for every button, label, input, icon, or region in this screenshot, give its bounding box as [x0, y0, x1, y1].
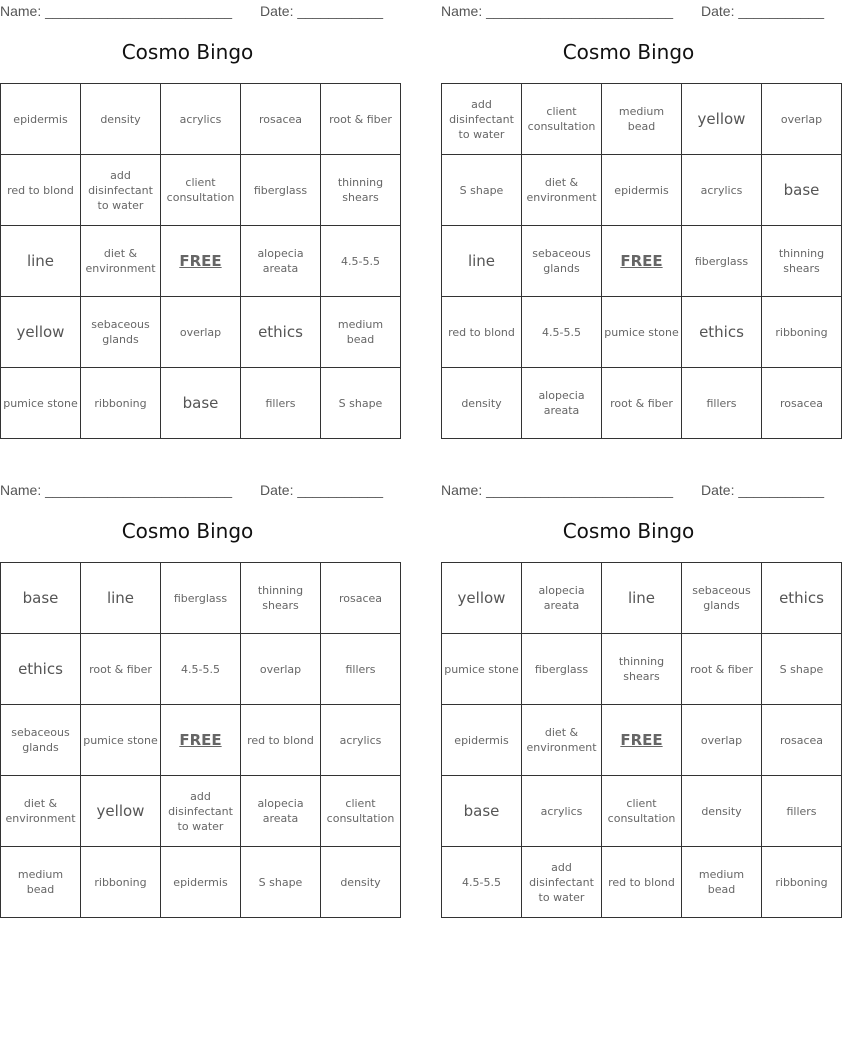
name-field[interactable]: Name: ________________________: [0, 482, 232, 498]
name-field[interactable]: Name: ________________________: [441, 482, 673, 498]
bingo-cell[interactable]: thinning shears: [762, 226, 842, 297]
bingo-cell[interactable]: acrylics: [161, 84, 241, 155]
bingo-cell[interactable]: diet & environment: [522, 155, 602, 226]
bingo-cell[interactable]: thinning shears: [241, 563, 321, 634]
bingo-row: [1, 705, 401, 776]
bingo-cell[interactable]: density: [442, 368, 522, 439]
card-title: Cosmo Bingo: [562, 40, 695, 64]
bingo-cell[interactable]: base: [161, 368, 241, 439]
bingo-cell[interactable]: medium bead: [682, 847, 762, 918]
bingo-card-4: [441, 479, 828, 919]
free-space-cell[interactable]: FREE: [602, 705, 682, 776]
bingo-cell[interactable]: add disinfectant to water: [81, 155, 161, 226]
bingo-cell[interactable]: overlap: [241, 634, 321, 705]
bingo-cell[interactable]: fiberglass: [522, 634, 602, 705]
bingo-cell[interactable]: base: [442, 776, 522, 847]
card-title: Cosmo Bingo: [121, 40, 254, 64]
bingo-cell[interactable]: rosacea: [762, 705, 842, 776]
bingo-cell[interactable]: S shape: [241, 847, 321, 918]
bingo-row: [1, 634, 401, 705]
bingo-cell[interactable]: density: [321, 847, 401, 918]
bingo-cell[interactable]: rosacea: [321, 563, 401, 634]
bingo-cell[interactable]: sebaceous glands: [1, 705, 81, 776]
bingo-row: [442, 847, 842, 918]
bingo-cell[interactable]: alopecia areata: [241, 776, 321, 847]
bingo-cell[interactable]: client consultation: [522, 84, 602, 155]
bingo-cell[interactable]: acrylics: [321, 705, 401, 776]
bingo-cell[interactable]: thinning shears: [321, 155, 401, 226]
bingo-grid: [0, 83, 401, 439]
bingo-cell[interactable]: acrylics: [682, 155, 762, 226]
bingo-cell[interactable]: ribboning: [762, 847, 842, 918]
name-field[interactable]: Name: ________________________: [0, 3, 232, 19]
bingo-cell[interactable]: acrylics: [522, 776, 602, 847]
bingo-grid: [441, 83, 842, 439]
bingo-row: [442, 155, 842, 226]
bingo-cell[interactable]: line: [602, 563, 682, 634]
bingo-cell[interactable]: diet & environment: [81, 226, 161, 297]
bingo-cell[interactable]: 4.5-5.5: [321, 226, 401, 297]
bingo-row: [1, 368, 401, 439]
bingo-row: [442, 226, 842, 297]
bingo-row: [1, 226, 401, 297]
bingo-cell[interactable]: add disinfectant to water: [522, 847, 602, 918]
bingo-cell[interactable]: fillers: [321, 634, 401, 705]
bingo-cell[interactable]: ethics: [1, 634, 81, 705]
bingo-cell[interactable]: client consultation: [321, 776, 401, 847]
bingo-grid: [441, 562, 842, 918]
bingo-cell[interactable]: alopecia areata: [241, 226, 321, 297]
free-space-cell[interactable]: FREE: [161, 705, 241, 776]
bingo-row: [1, 563, 401, 634]
bingo-card-1: [0, 0, 392, 440]
bingo-cell[interactable]: red to blond: [1, 155, 81, 226]
bingo-cell[interactable]: density: [81, 84, 161, 155]
name-field[interactable]: Name: ________________________: [441, 3, 673, 19]
bingo-cell[interactable]: 4.5-5.5: [161, 634, 241, 705]
bingo-cell[interactable]: add disinfectant to water: [442, 84, 522, 155]
bingo-cell[interactable]: S shape: [442, 155, 522, 226]
date-field[interactable]: Date: ___________: [701, 3, 824, 19]
bingo-cell[interactable]: pumice stone: [602, 297, 682, 368]
bingo-cell[interactable]: root & fiber: [682, 634, 762, 705]
bingo-cell[interactable]: rosacea: [241, 84, 321, 155]
date-field[interactable]: Date: ___________: [260, 3, 383, 19]
bingo-row: [1, 155, 401, 226]
bingo-cell[interactable]: base: [1, 563, 81, 634]
bingo-cell[interactable]: yellow: [442, 563, 522, 634]
bingo-cell[interactable]: epidermis: [161, 847, 241, 918]
bingo-cell[interactable]: ribboning: [762, 297, 842, 368]
card-header: [0, 479, 383, 501]
card-header: [441, 0, 824, 22]
bingo-cell[interactable]: alopecia areata: [522, 368, 602, 439]
bingo-cell[interactable]: yellow: [1, 297, 81, 368]
bingo-cell[interactable]: yellow: [682, 84, 762, 155]
card-title: Cosmo Bingo: [121, 519, 254, 543]
bingo-cell[interactable]: density: [682, 776, 762, 847]
bingo-row: [1, 847, 401, 918]
bingo-cell[interactable]: 4.5-5.5: [522, 297, 602, 368]
bingo-cell[interactable]: root & fiber: [602, 368, 682, 439]
bingo-cell[interactable]: red to blond: [442, 297, 522, 368]
bingo-cell[interactable]: sebaceous glands: [81, 297, 161, 368]
bingo-row: [442, 776, 842, 847]
free-space-cell[interactable]: FREE: [161, 226, 241, 297]
bingo-cell[interactable]: S shape: [762, 634, 842, 705]
bingo-cell[interactable]: add disinfectant to water: [161, 776, 241, 847]
bingo-cell[interactable]: fiberglass: [241, 155, 321, 226]
bingo-cell[interactable]: fillers: [682, 368, 762, 439]
bingo-cell[interactable]: thinning shears: [602, 634, 682, 705]
bingo-row: [1, 297, 401, 368]
bingo-cell[interactable]: overlap: [762, 84, 842, 155]
bingo-row: [442, 84, 842, 155]
bingo-cell[interactable]: medium bead: [602, 84, 682, 155]
bingo-cell[interactable]: line: [442, 226, 522, 297]
bingo-cell[interactable]: diet & environment: [1, 776, 81, 847]
bingo-card-2: [441, 0, 828, 440]
bingo-cell[interactable]: 4.5-5.5: [442, 847, 522, 918]
bingo-cell[interactable]: ethics: [241, 297, 321, 368]
bingo-cell[interactable]: epidermis: [602, 155, 682, 226]
bingo-cell[interactable]: medium bead: [321, 297, 401, 368]
bingo-cell[interactable]: line: [1, 226, 81, 297]
bingo-cell[interactable]: rosacea: [762, 368, 842, 439]
bingo-cell[interactable]: ribboning: [81, 847, 161, 918]
bingo-cell[interactable]: ethics: [762, 563, 842, 634]
bingo-cell[interactable]: sebaceous glands: [682, 563, 762, 634]
bingo-cell[interactable]: ethics: [682, 297, 762, 368]
bingo-grid: [0, 562, 401, 918]
bingo-row: [442, 297, 842, 368]
bingo-cell[interactable]: overlap: [682, 705, 762, 776]
card-header: [441, 479, 824, 501]
bingo-cell[interactable]: red to blond: [241, 705, 321, 776]
bingo-cell[interactable]: fillers: [762, 776, 842, 847]
bingo-cell[interactable]: alopecia areata: [522, 563, 602, 634]
bingo-cell[interactable]: base: [762, 155, 842, 226]
bingo-cell[interactable]: sebaceous glands: [522, 226, 602, 297]
bingo-cell[interactable]: medium bead: [1, 847, 81, 918]
date-field[interactable]: Date: ___________: [260, 482, 383, 498]
bingo-row: [442, 634, 842, 705]
bingo-cell[interactable]: ribboning: [81, 368, 161, 439]
bingo-row: [1, 84, 401, 155]
bingo-cell[interactable]: S shape: [321, 368, 401, 439]
bingo-cell[interactable]: pumice stone: [81, 705, 161, 776]
free-space-cell[interactable]: FREE: [602, 226, 682, 297]
bingo-cell[interactable]: overlap: [161, 297, 241, 368]
bingo-cell[interactable]: epidermis: [1, 84, 81, 155]
bingo-card-3: [0, 479, 395, 919]
bingo-cell[interactable]: pumice stone: [1, 368, 81, 439]
bingo-cell[interactable]: fiberglass: [682, 226, 762, 297]
bingo-row: [442, 368, 842, 439]
bingo-cell[interactable]: epidermis: [442, 705, 522, 776]
bingo-cell[interactable]: fillers: [241, 368, 321, 439]
bingo-cell[interactable]: fiberglass: [161, 563, 241, 634]
bingo-row: [442, 705, 842, 776]
bingo-row: [442, 563, 842, 634]
bingo-cell[interactable]: client consultation: [161, 155, 241, 226]
card-title: Cosmo Bingo: [562, 519, 695, 543]
bingo-cell[interactable]: yellow: [81, 776, 161, 847]
bingo-cell[interactable]: diet & environment: [522, 705, 602, 776]
bingo-row: [1, 776, 401, 847]
bingo-cell[interactable]: red to blond: [602, 847, 682, 918]
date-field[interactable]: Date: ___________: [701, 482, 824, 498]
bingo-cell[interactable]: root & fiber: [81, 634, 161, 705]
bingo-cell[interactable]: line: [81, 563, 161, 634]
bingo-cell[interactable]: pumice stone: [442, 634, 522, 705]
bingo-cell[interactable]: client consultation: [602, 776, 682, 847]
bingo-cell[interactable]: root & fiber: [321, 84, 401, 155]
card-header: [0, 0, 383, 22]
